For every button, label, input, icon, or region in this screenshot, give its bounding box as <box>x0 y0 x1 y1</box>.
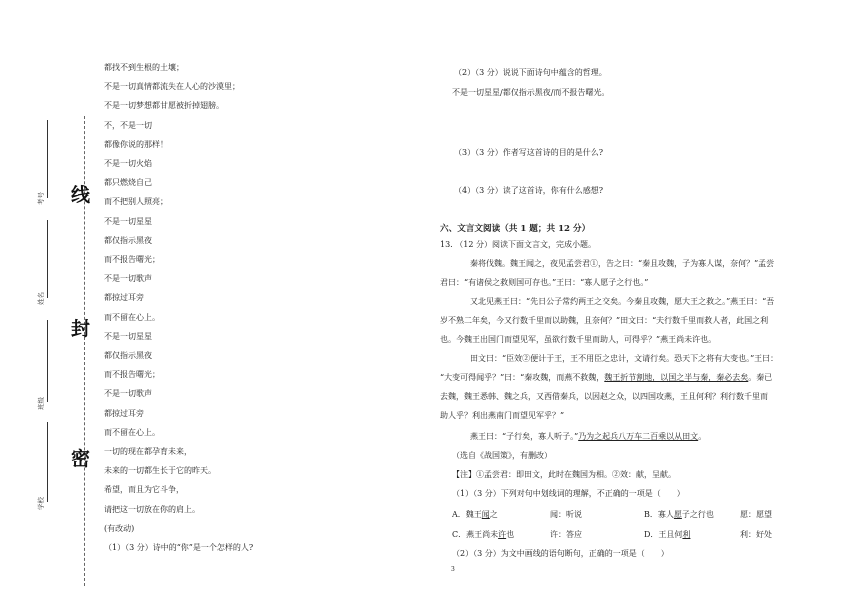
option-underlined-word: 愿 <box>673 510 682 519</box>
poem-line: 未来的一切都生长于它的昨天。 <box>104 466 216 476</box>
poem-line: 而不把别人照亮； <box>104 197 168 207</box>
option-d-gloss: 利：好处 <box>740 530 772 539</box>
passage-line: 田文曰：“臣效②便计于王，王不用臣之忠计，文请行矣。恐天下之将有大变也。”王曰： <box>470 354 779 363</box>
poem-line: 希望，而且为它斗争， <box>104 485 184 495</box>
poem-line: 而不报告曙光； <box>104 370 160 380</box>
bind-char-xian: 线 <box>71 184 91 206</box>
question-3: （3）（3 分）作者写这首诗的目的是什么? <box>454 148 604 157</box>
option-text: 之 <box>489 510 498 519</box>
question-2: （2）（3 分）说说下面诗句中蕴含的哲理。 <box>454 68 607 77</box>
poem-line: 都仅指示黑夜 <box>104 351 152 361</box>
poem-column <box>104 58 424 557</box>
name-line <box>47 220 48 298</box>
poem-line: 不是一切星星 <box>104 331 152 341</box>
poem-line: 不是一切歌声 <box>104 389 152 399</box>
option-a-gloss: 闻：听说 <box>550 510 582 519</box>
class-line <box>47 320 48 402</box>
field-label-school: 学校 <box>37 497 45 510</box>
passage-line: 君曰：“有诸侯之救则国可存也。”王曰：“寡人愿子之行也。” <box>440 278 649 287</box>
poem-line: 都找不到生根的土壤； <box>104 63 184 72</box>
passage-line: 秦将伐魏。魏王闻之，夜见孟尝君①，告之曰：“秦且攻魏，子为寡人谋，奈何？”孟尝 <box>470 259 775 268</box>
option-d[interactable] <box>644 529 690 540</box>
page-number: 3 <box>451 566 455 573</box>
passage-line: 也。今魏王出国门而望见军，虽欲行数千里而助人，可得乎？”燕王尚未许也。 <box>440 335 717 344</box>
passage-line: 又北见燕王曰：“先日公子常约两王之交矣。今秦且攻魏，愿大王之救之。”燕王曰：“吾 <box>470 297 775 306</box>
passage-line: 助人乎？利出燕南门而望见军乎？” <box>440 411 565 420</box>
passage-note: 【注】①孟尝君：即田文，此时在魏国为相。②效：献，呈献。 <box>452 470 676 479</box>
bind-char-feng: 封 <box>71 318 91 340</box>
underlined-sentence: 魏王折节割地，以国之半与秦，秦必去矣 <box>604 373 749 382</box>
poem-line: 都掠过耳旁 <box>104 293 144 303</box>
poem-line: 而不留在心上。 <box>104 427 160 437</box>
exam-number-line <box>47 120 48 198</box>
option-b[interactable] <box>644 509 714 520</box>
option-text: 也 <box>506 530 515 539</box>
passage-line: 去魏，魏王悉韩、魏之兵，又西借秦兵，以因赵之众，以四国攻燕，王且何利？利行数千里而 <box>440 392 768 401</box>
question-4: （4）（3 分）读了这首诗，你有什么感想? <box>454 186 604 195</box>
passage-text: 。 <box>698 432 707 441</box>
field-label-exam-number: 考号 <box>37 192 45 205</box>
poem-line: 一切的现在都孕育未来， <box>104 447 192 457</box>
poem-line: 都掠过耳旁 <box>104 408 144 418</box>
poem-line: 而不报告曙光； <box>104 255 160 265</box>
passage-line: 岁不熟二年矣，今又行数千里而以助魏，且奈何？”田文曰：“夫行数千里而救人者，此国之利 <box>440 316 769 325</box>
poem-line: 都像你说的那样！ <box>104 139 168 149</box>
poem-line: 不是一切星星 <box>104 216 152 226</box>
binding-margin <box>0 0 95 608</box>
option-underlined-word: 许 <box>498 530 507 539</box>
question-1: （1）（3 分）诗中的“你”是一个怎样的人? <box>104 543 254 553</box>
poem-line: 而不留在心上。 <box>104 312 160 322</box>
question-13: 13. （12 分）阅读下面文言文，完成小题。 <box>440 240 596 249</box>
passage-line <box>440 431 706 442</box>
option-underlined-word: 闻 <box>481 510 490 519</box>
question-2-quote: 不是一切星星/都仅指示黑夜/而不报告曙光。 <box>452 88 610 97</box>
field-label-class: 班级 <box>37 397 45 410</box>
option-c-gloss: 许：答应 <box>550 530 582 539</box>
option-text: 寡人 <box>657 510 674 519</box>
passage-text: 燕王曰：“子行矣，寡人听子。” <box>470 432 579 441</box>
option-text: 燕王尚未 <box>466 530 499 539</box>
option-letter: A． <box>452 510 466 519</box>
option-c[interactable] <box>452 529 514 540</box>
question-13-1: （1）（3 分）下列对句中划线词的理解，不正确的一项是（ ） <box>452 489 685 498</box>
option-a[interactable] <box>452 509 498 520</box>
field-label-name: 姓名 <box>37 292 45 305</box>
bind-char-mi: 密 <box>71 448 91 470</box>
school-line <box>47 422 48 502</box>
poem-line: 不是一切真情都流失在人心的沙漠里； <box>104 82 240 92</box>
poem-line: 不，不是一切 <box>104 120 152 130</box>
option-letter: C． <box>452 530 467 539</box>
option-text: 子之行也 <box>681 510 714 519</box>
poem-line: 不是一切梦想都甘愿被折掉翅膀。 <box>104 101 224 111</box>
option-text: 王且何 <box>658 530 683 539</box>
poem-line: 请把这一切放在你的肩上。 <box>104 504 200 514</box>
section-heading: 六、文言文阅读（共 1 题；共 12 分） <box>440 224 591 234</box>
passage-line <box>440 372 772 383</box>
poem-line: 不是一切歌声 <box>104 274 152 284</box>
option-underlined-word: 利 <box>682 530 691 539</box>
option-letter: B． <box>644 510 658 519</box>
passage-text: “大变可得闻乎？”曰：“秦攻魏，而燕不救魏， <box>440 373 605 382</box>
option-letter: D． <box>644 530 659 539</box>
underlined-sentence: 乃为之起兵八万车二百乘以从田文 <box>578 432 699 441</box>
poem-line: 都仅指示黑夜 <box>104 235 152 245</box>
option-b-gloss: 愿：愿望 <box>740 510 772 519</box>
passage-text: 。秦已 <box>748 373 773 382</box>
poem-source-note: (有改动) <box>104 523 135 533</box>
option-text: 魏王 <box>465 510 482 519</box>
poem-line: 不是一切火焰 <box>104 159 152 169</box>
poem-line: 都只燃烧自己 <box>104 178 152 188</box>
passage-source: （选自《战国策》，有删改） <box>452 451 552 460</box>
question-13-2: （2）（3 分）为文中画线的语句断句，正确的一项是（ ） <box>452 549 669 558</box>
